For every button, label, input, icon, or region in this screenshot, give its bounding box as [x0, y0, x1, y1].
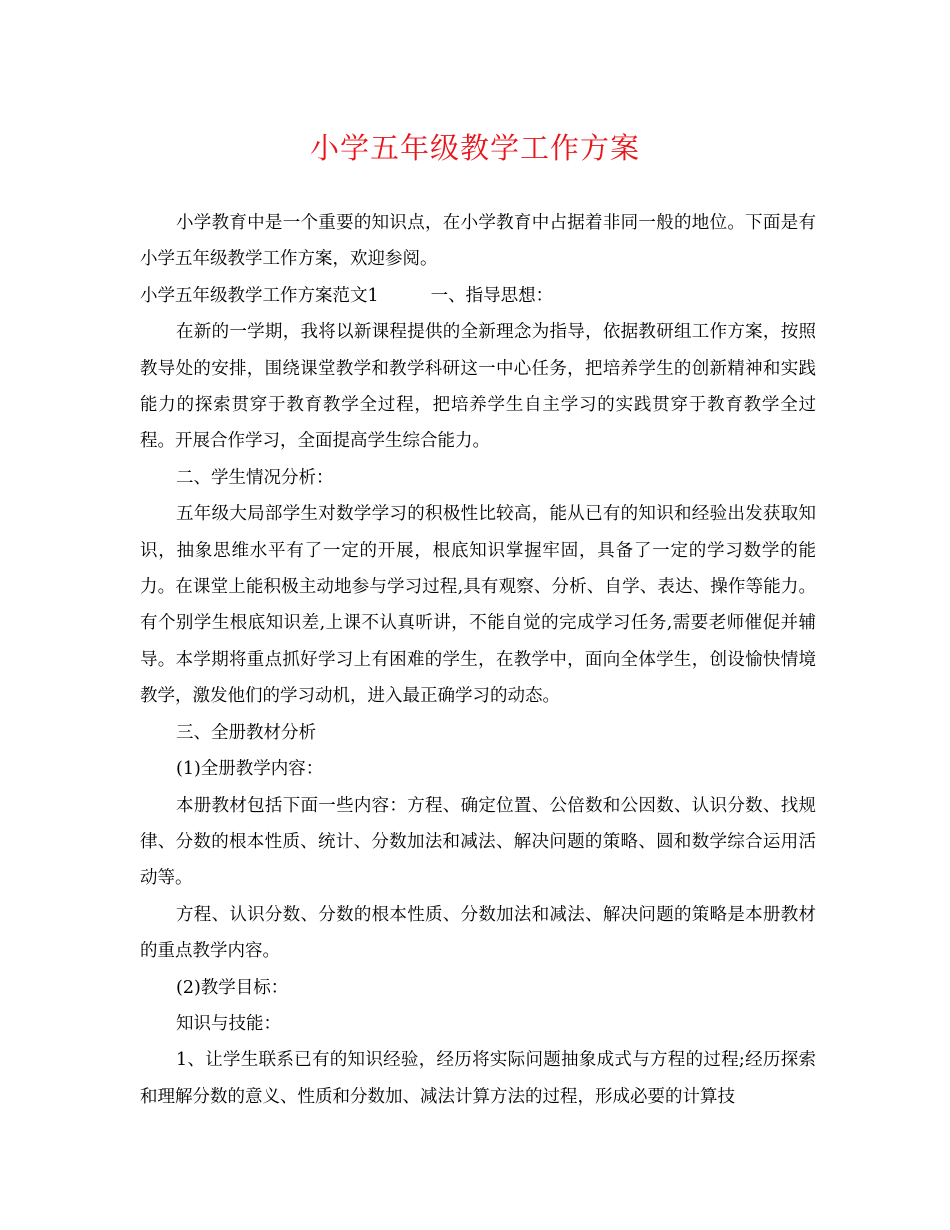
- section-heading-line: [140, 278, 816, 314]
- content-paragraph: 本册教材包括下面一些内容：方程、确定位置、公倍数和公因数、认识分数、找规律、分数的根本性质、统计、分数加法和减法、解决问题的策略、圆和数学综合运用活动等。: [140, 795, 816, 889]
- guiding-paragraph: 在新的一学期，我将以新课程提供的全新理念为指导，依据教研组工作方案，按照教导处的安排，围绕课堂教学和教学科研这一中心任务，把培养学生的创新精神和实践能力的探索贯穿于教育教学全过程，把培养学生自主学习的实践贯穿于教育教学全过程。开展合作学习，全面提高学生综合能力。: [140, 322, 816, 452]
- document-body: [140, 205, 816, 1115]
- goals-heading: (2)教学目标：: [176, 977, 289, 998]
- goal-1-paragraph: 1、让学生联系已有的知识经验，经历将实际问题抽象成式与方程的过程;经历探索和理解分数的意义、性质和分数加、减法计算方法的过程，形成必要的计算技: [140, 1050, 816, 1107]
- content-heading: (1)全册教学内容：: [176, 759, 324, 780]
- key-points-paragraph: 方程、认识分数、分数的根本性质、分数加法和减法、解决问题的策略是本册教材的重点教学内容。: [140, 904, 816, 962]
- document-title: 小学五年级教学工作方案: [309, 131, 640, 165]
- materials-heading: 三、全册教材分析: [176, 722, 316, 743]
- skills-heading: 知识与技能：: [176, 1013, 281, 1034]
- section-heading: 小学五年级教学工作方案范文1: [140, 285, 379, 306]
- students-heading: 二、学生情况分析：: [176, 467, 334, 488]
- guiding-heading: 一、指导思想：: [430, 285, 554, 306]
- students-paragraph: 五年级大局部学生对数学学习的积极性比较高，能从已有的知识和经验出发获取知识，抽象思维水平有了一定的开展，根底知识掌握牢固，具备了一定的学习数学的能力。在课堂上能积极主动地参与学习过程,具有观察、分析、自学、表达、操作等能力。有个别学生根底知识差,上课不认真听讲，不能自觉的完成学习任务,需要老师催促并辅导。本学期将重点抓好学习上有困难的学生，在教学中，面向全体学生，创设愉快情境教学，激发他们的学习动机，进入最正确学习的动态。: [140, 504, 816, 707]
- intro-paragraph: 小学教育中是一个重要的知识点，在小学教育中占据着非同一般的地位。下面是有小学五年级教学工作方案，欢迎参阅。: [140, 213, 816, 270]
